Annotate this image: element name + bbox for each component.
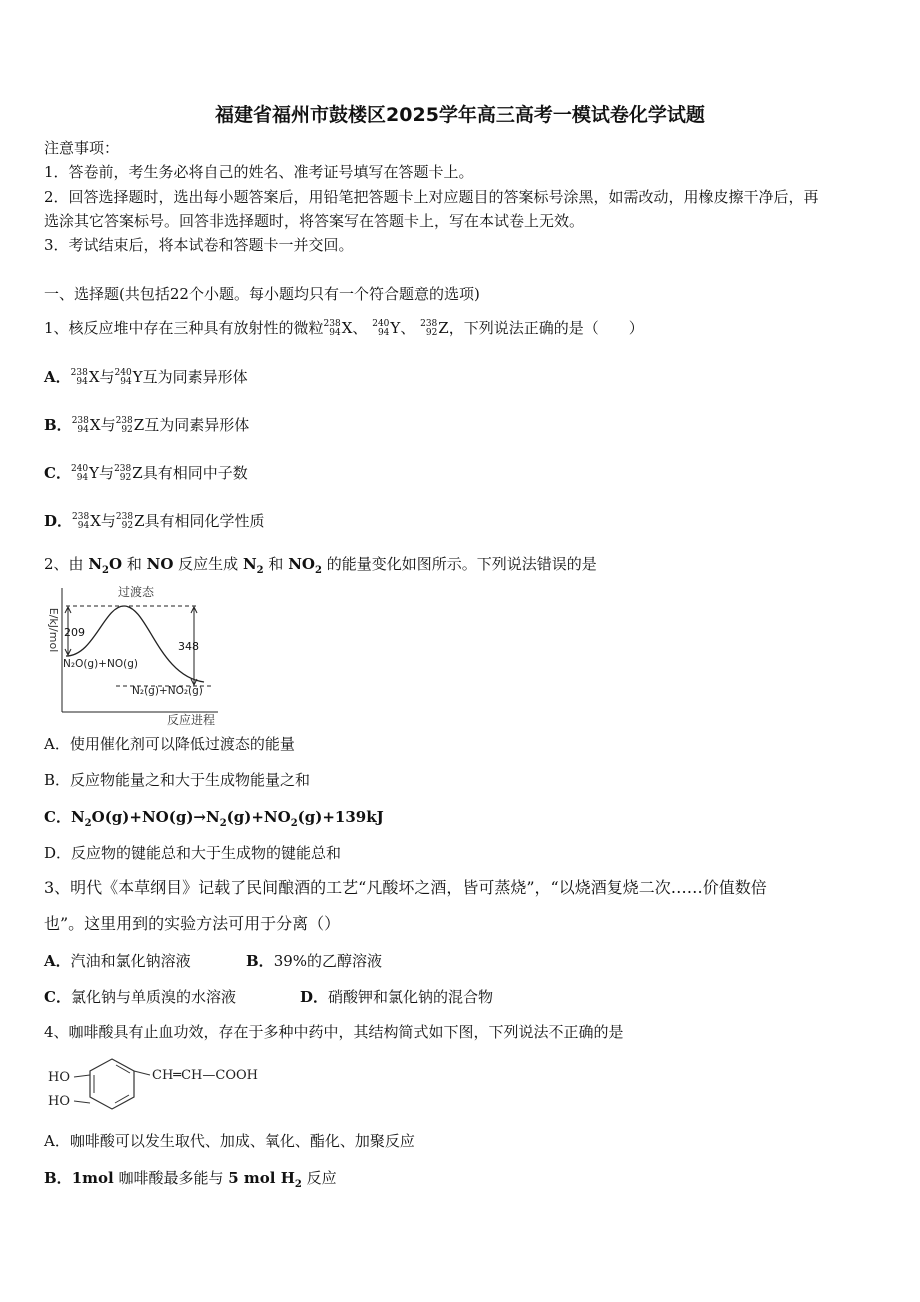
q1-option-c[interactable]: C． 240 94 Y与 238 92 Z具有相同中子数: [44, 464, 248, 483]
q3-option-b[interactable]: B．39%的乙醇溶液: [246, 952, 383, 970]
q4-option-a[interactable]: A．咖啡酸可以发生取代、加成、氧化、酯化、加聚反应: [44, 1132, 415, 1150]
notice-item-2-line-1: 2．回答选择题时，选出每小题答案后，用铅笔把答题卡上对应题目的答案标号涂黑，如需改动，用橡皮擦干净后，再: [44, 188, 819, 206]
reactants-label: N₂O(g)+NO(g): [63, 658, 138, 670]
benzene-ring: [90, 1059, 134, 1109]
q3-stem-line-2: 也”。这里用到的实验方法可用于分离（）: [44, 914, 341, 933]
ring-double-2: [115, 1095, 129, 1103]
side-chain: CH═CH—COOH: [152, 1068, 258, 1083]
caffeic-acid-structure: [44, 1053, 294, 1119]
products-label: N₂(g)+NO₂(g): [132, 685, 203, 697]
q1-option-d[interactable]: D． 238 94 X与 238 92 Z具有相同化学性质: [44, 512, 265, 531]
notice-heading: 注意事项：: [44, 139, 120, 157]
q3-option-c[interactable]: C．氯化钠与单质溴的水溶液: [44, 988, 236, 1006]
notice-item-2-line-2: 选涂其它答案标号。回答非选择题时，将答案写在答题卡上，写在本试卷上无效。: [44, 212, 585, 230]
hydroxyl-2: HO: [48, 1094, 70, 1109]
bond-ho1: [74, 1075, 90, 1077]
q2-stem: 2、由 $N_2O$ 和 NO 反应生成 $N_2$ 和 $NO_2$ 的能量变化如图所示。下列说法错误的是: [44, 555, 597, 576]
ring-double-1: [116, 1065, 130, 1073]
transition-state-label: 过渡态: [117, 585, 155, 599]
q4-option-b[interactable]: B．1mol 咖啡酸最多能与 5 mol $H_2$ 反应: [44, 1169, 337, 1190]
q2-option-b[interactable]: B．反应物能量之和大于生成物能量之和: [44, 771, 311, 789]
bond-ho2: [74, 1101, 90, 1103]
q1-stem: 1、核反应堆中存在三种具有放射性的微粒 238 94 X、 240 94 Y、 238 92 Z，下列说法正确的是（ ）: [44, 319, 644, 338]
notice-item-3: 3．考试结束后，将本试卷和答题卡一并交回。: [44, 236, 354, 254]
q2-option-d[interactable]: D．反应物的键能总和大于生成物的键能总和: [44, 844, 342, 862]
q2-option-c[interactable]: C．$N_2O(g)+NO(g)\to N_2(g)+NO_2(g)+139kJ$: [44, 808, 384, 829]
section-heading: 一、选择题(共包括22个小题。每小题均只有一个符合题意的选项): [44, 285, 480, 303]
page-title: 福建省福州市鼓楼区2025学年高三高考一模试卷化学试题: [215, 104, 705, 126]
q3-option-d[interactable]: D．硝酸钾和氯化钠的混合物: [300, 988, 494, 1006]
q2-option-a[interactable]: A．使用催化剂可以降低过渡态的能量: [44, 735, 295, 753]
q3-stem-line-1: 3、明代《本草纲目》记载了民间酿酒的工艺“凡酸坏之酒，皆可蒸烧”，“以烧酒复烧二次……价值数倍: [44, 878, 767, 897]
q3-option-a[interactable]: A．汽油和氯化钠溶液: [44, 952, 191, 970]
y-axis-label: E/kJ/mol: [47, 607, 60, 653]
ea-value: 209: [64, 626, 85, 639]
dh-value: 348: [178, 640, 199, 653]
q1-option-b[interactable]: B． 238 94 X与 238 92 Z互为同素异形体: [44, 416, 250, 435]
bond-chain: [134, 1071, 150, 1075]
q4-stem: 4、咖啡酸具有止血功效，存在于多种中药中，其结构简式如下图，下列说法不正确的是: [44, 1023, 624, 1041]
notice-item-1: 1．答卷前，考生务必将自己的姓名、准考证号填写在答题卡上。: [44, 163, 474, 181]
energy-diagram: [36, 578, 236, 730]
hydroxyl-1: HO: [48, 1070, 70, 1085]
x-axis-label: 反应进程: [166, 713, 216, 727]
q1-option-a[interactable]: A． 238 94 X与 240 94 Y互为同素异形体: [44, 368, 248, 387]
